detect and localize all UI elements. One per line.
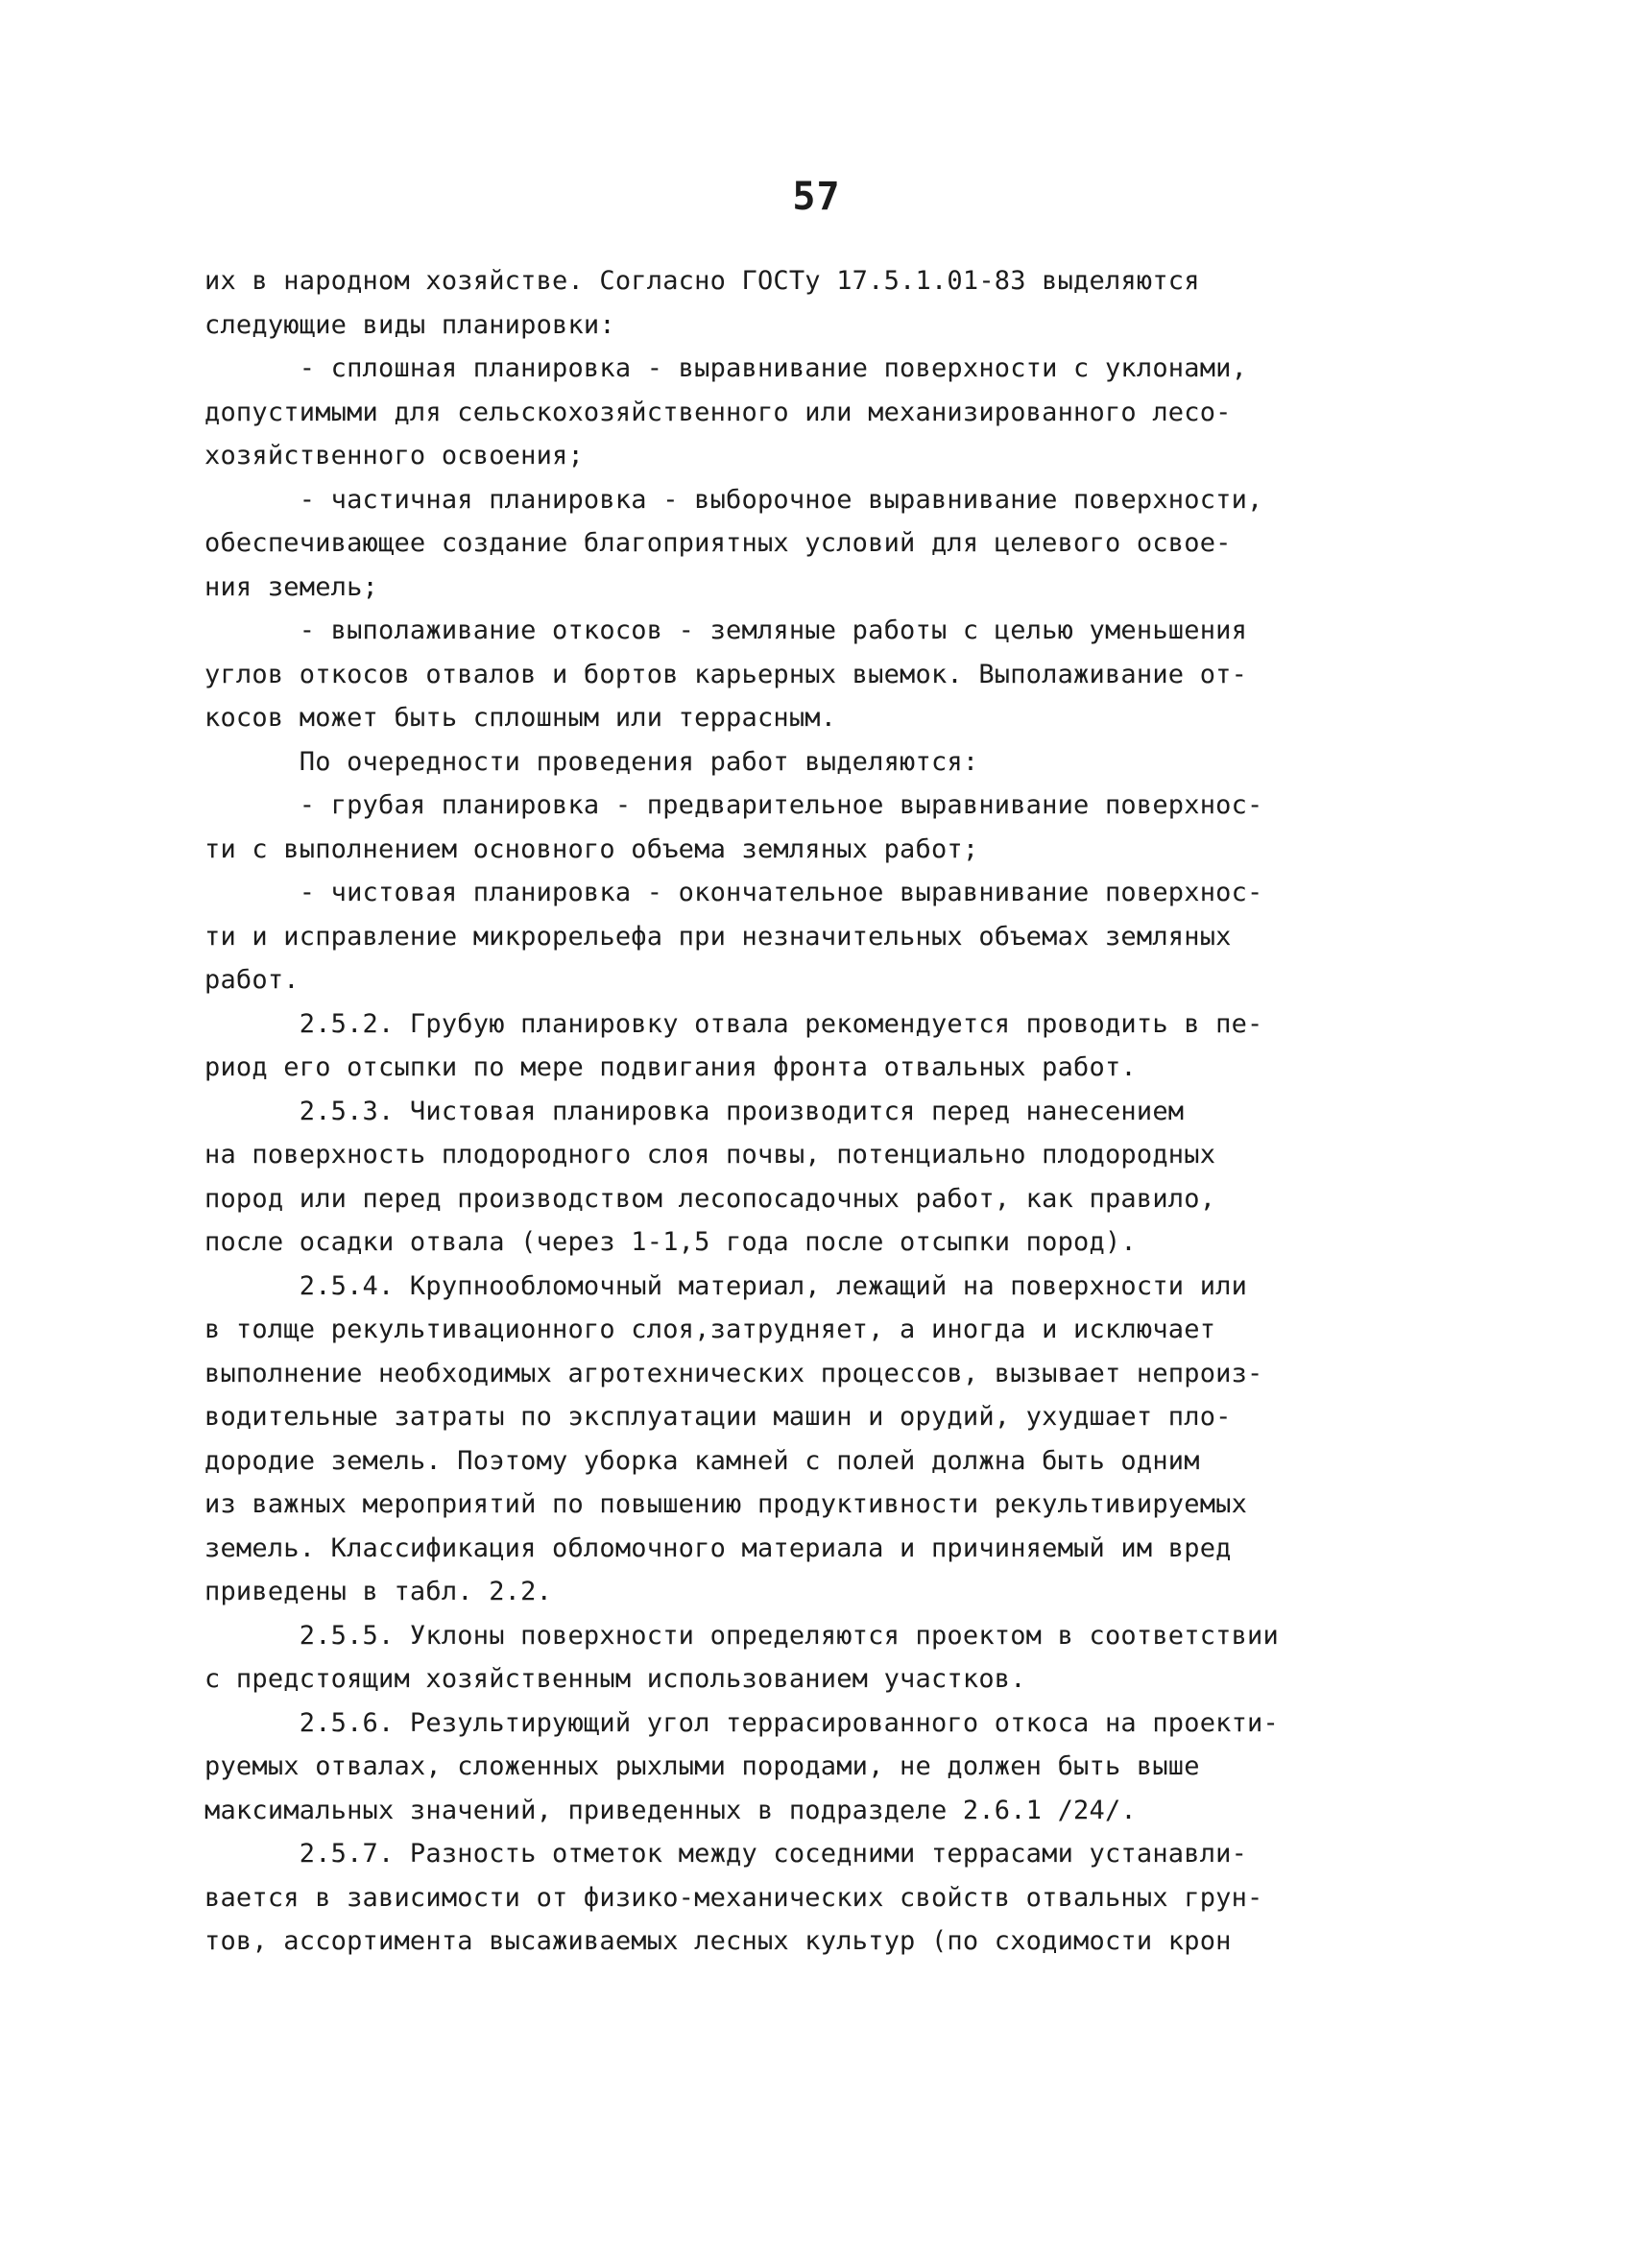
text-line: максимальных значений, приведенных в подразделе 2.6.1 /24/. <box>204 1795 1137 1825</box>
text-line: их в народном хозяйстве. Согласно ГОСТу 17.5.1.01-83 выделяются <box>204 266 1200 296</box>
text-line: 2.5.7. Разность отметок между соседними террасами устанавли- <box>204 1839 1248 1869</box>
text-line: - частичная планировка - выборочное выравнивание поверхности, <box>204 484 1263 515</box>
text-line: приведены в табл. 2.2. <box>204 1577 553 1606</box>
text-line: работ. <box>204 965 300 995</box>
text-line: 2.5.2. Грубую планировку отвала рекомендуется проводить в пе- <box>204 1008 1263 1039</box>
text-line: - выполаживание откосов - земляные работы с целью уменьшения <box>204 615 1248 645</box>
text-line: - сплошная планировка - выравнивание поверхности с уклонами, <box>204 353 1248 383</box>
body-text <box>204 259 1443 1964</box>
text-line: - грубая планировка - предварительное выравнивание поверхнос- <box>204 790 1263 820</box>
text-line: ния земель; <box>204 571 379 602</box>
text-line: 2.5.5. Уклоны поверхности определяются проектом в соответствии <box>204 1620 1279 1651</box>
text-line: косов может быть сплошным или террасным. <box>204 703 837 733</box>
text-line: руемых отвалах, сложенных рыхлыми породами, не должен быть выше <box>204 1751 1200 1781</box>
text-line: риод его отсыпки по мере подвигания фронта отвальных работ. <box>204 1052 1137 1082</box>
text-line: 2.5.6. Результирующий угол террасированного откоса на проекти- <box>204 1707 1279 1738</box>
text-line: вается в зависимости от физико-механических свойств отвальных грун- <box>204 1882 1263 1913</box>
text-line: водительные затраты по эксплуатации машин и орудий, ухудшает пло- <box>204 1402 1232 1432</box>
text-line: земель. Классификация обломочного материала и причиняемый им вред <box>204 1532 1232 1563</box>
text-line: из важных мероприятий по повышению продуктивности рекультивируемых <box>204 1489 1248 1519</box>
text-line: 2.5.3. Чистовая планировка производится перед нанесением <box>204 1096 1185 1126</box>
text-line: обеспечивающее создание благоприятных условий для целевого освое- <box>204 528 1232 558</box>
text-line: хозяйственного освоения; <box>204 441 584 470</box>
text-line: после осадки отвала (через 1-1,5 года после отсыпки пород). <box>204 1227 1137 1257</box>
text-line: следующие виды планировки: <box>204 309 615 340</box>
text-line: дородие земель. Поэтому уборка камней с полей должна быть одним <box>204 1445 1200 1476</box>
text-line: пород или перед производством лесопосадочных работ, как правило, <box>204 1183 1216 1214</box>
text-line: По очередности проведения работ выделяются: <box>204 746 979 777</box>
text-line: 2.5.4. Крупнообломочный материал, лежащий на поверхности или <box>204 1270 1248 1301</box>
text-line: углов откосов отвалов и бортов карьерных выемок. Выполаживание от- <box>204 659 1248 689</box>
page-number: 57 <box>792 175 841 219</box>
text-line: ти с выполнением основного объема земляных работ; <box>204 833 979 864</box>
text-line: в толще рекультивационного слоя,затрудняет, а иногда и исключает <box>204 1315 1216 1344</box>
text-line: ти и исправление микрорельефа при незначительных объемах земляных <box>204 921 1232 952</box>
text-line: с предстоящим хозяйственным использованием участков. <box>204 1664 1026 1694</box>
text-line: допустимыми для сельскохозяйственного или механизированного лесо- <box>204 397 1232 427</box>
text-line: - чистовая планировка - окончательное выравнивание поверхнос- <box>204 878 1263 907</box>
text-line: на поверхность плодородного слоя почвы, потенциально плодородных <box>204 1140 1216 1170</box>
text-line: тов, ассортимента высаживаемых лесных культур (по сходимости крон <box>204 1926 1232 1956</box>
text-line: выполнение необходимых агротехнических процессов, вызывает непроиз- <box>204 1358 1263 1388</box>
